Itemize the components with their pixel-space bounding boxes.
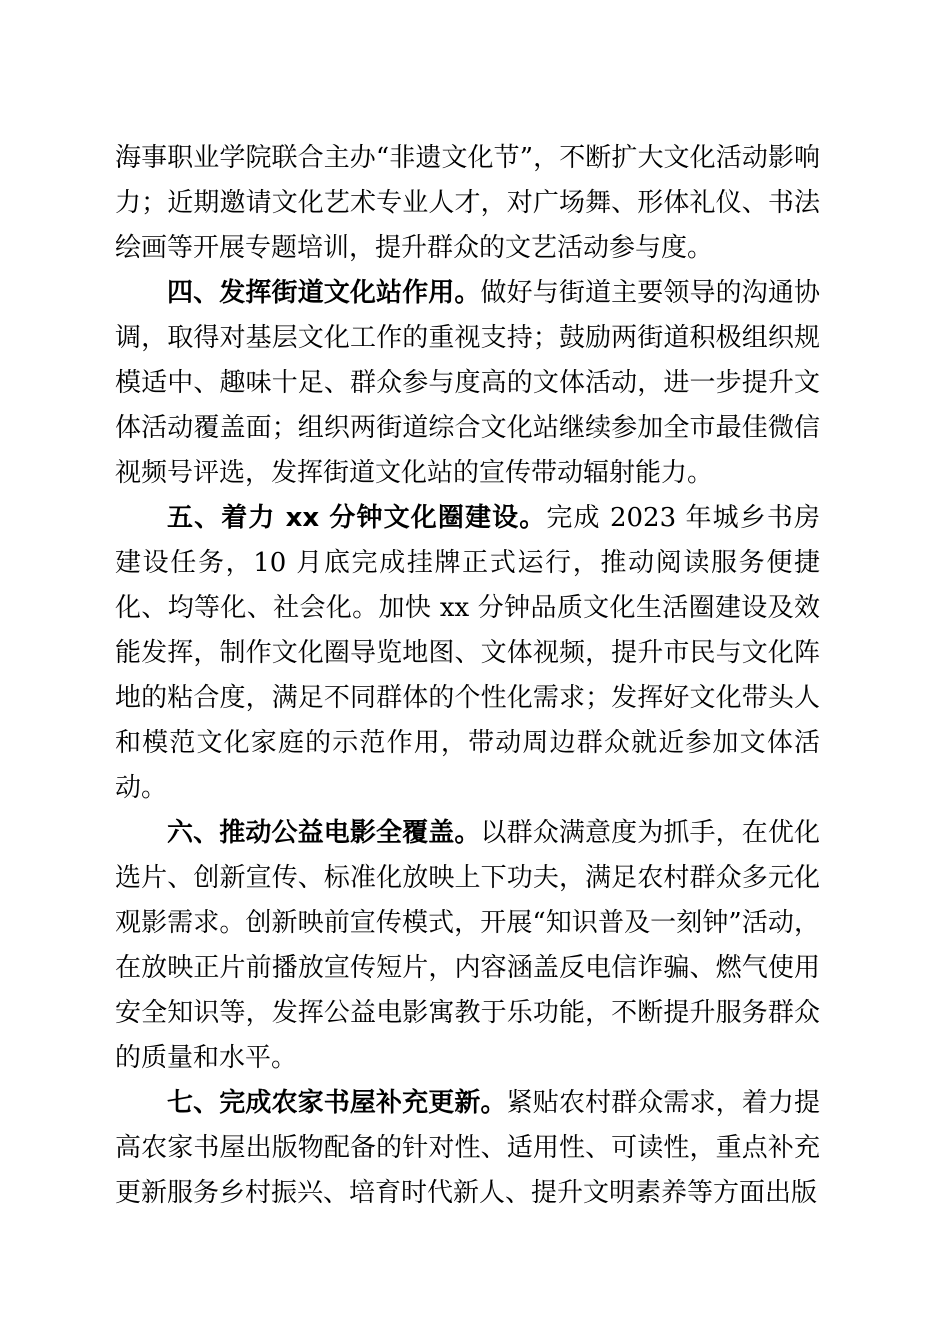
paragraph-text: 做好与街道主要领导的沟通协调，取得对基层文化工作的重视支持；鼓励两街道积极组织规模适中、趣味十足、群众参与度高的文体活动，进一步提升文体活动覆盖面；组织两街道综合文化站继续参加全市最佳微信视频号评选，发挥街道文化站的宣传带动辐射能力。 bbox=[115, 278, 820, 488]
paragraph-section-6 bbox=[115, 811, 820, 1081]
paragraph-continuation bbox=[115, 136, 820, 271]
paragraph-section-7 bbox=[115, 1081, 820, 1216]
paragraph-text: 完成 2023 年城乡书房建设任务，10 月底完成挂牌正式运行，推动阅读服务便捷化、均等化、社会化。加快 xx 分钟品质文化生活圈建设及效能发挥，制作文化圈导览地图、文体视频，提升市民与文化阵地的粘合度，满足不同群体的个性化需求；发挥好文化带头人和模范文化家庭的示范作用，带动周边群众就近参加文体活动。 bbox=[115, 503, 820, 803]
paragraph-text: 海事职业学院联合主办“非遗文化节”，不断扩大文化活动影响力；近期邀请文化艺术专业人才，对广场舞、形体礼仪、书法绘画等开展专题培训，提升群众的文艺活动参与度。 bbox=[115, 143, 820, 263]
section-heading: 四、发挥街道文化站作用。 bbox=[167, 278, 481, 308]
paragraph-text: 紧贴农村群众需求，着力提高农家书屋出版物配备的针对性、适用性、可读性，重点补充更新服务乡村振兴、培育时代新人、提升文明素养等方面出版 bbox=[115, 1088, 820, 1208]
paragraph-section-5 bbox=[115, 496, 820, 811]
section-heading: 五、着力 xx 分钟文化圈建设。 bbox=[167, 503, 547, 533]
section-heading: 七、完成农家书屋补充更新。 bbox=[167, 1088, 507, 1118]
paragraph-section-4 bbox=[115, 271, 820, 496]
section-heading: 六、推动公益电影全覆盖。 bbox=[167, 818, 481, 848]
paragraph-text: 以群众满意度为抓手，在优化选片、创新宣传、标准化放映上下功夫，满足农村群众多元化观影需求。创新映前宣传模式，开展“知识普及一刻钟”活动，在放映正片前播放宣传短片，内容涵盖反电信诈骗、燃气使用安全知识等，发挥公益电影寓教于乐功能，不断提升服务群众的质量和水平。 bbox=[115, 818, 820, 1073]
